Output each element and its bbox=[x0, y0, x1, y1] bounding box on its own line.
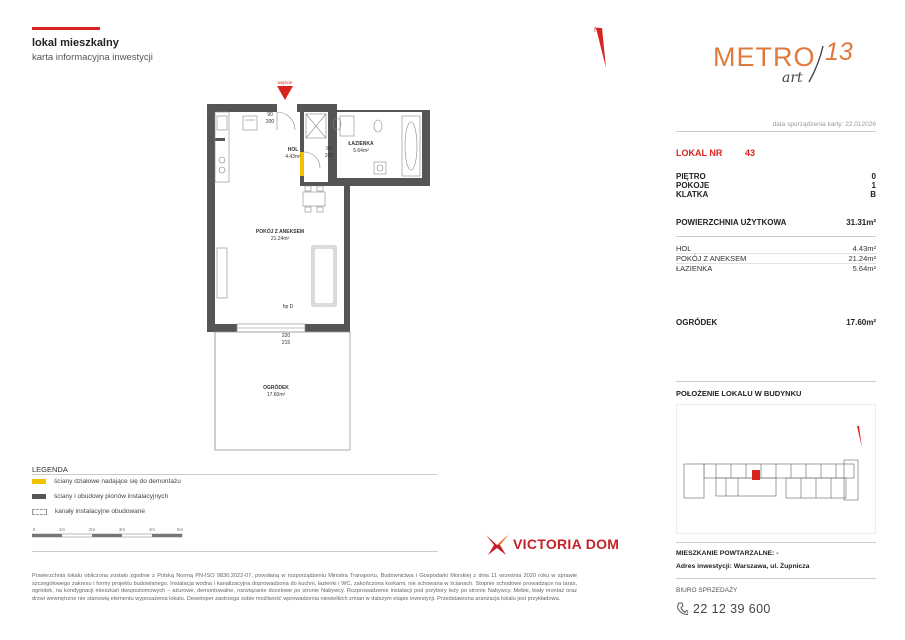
header-accent-bar bbox=[32, 27, 100, 30]
divider bbox=[676, 381, 876, 382]
lokal-number: 43 bbox=[745, 148, 756, 158]
brand-number: 13 bbox=[825, 38, 853, 66]
svg-text:1m: 1m bbox=[58, 527, 66, 532]
room-label-main: POKÓJ Z ANEKSEM 21.24m² bbox=[255, 229, 305, 242]
page-title: lokal mieszkalny bbox=[32, 37, 119, 49]
window-label: 220 215 bbox=[281, 333, 291, 346]
developer-name: VICTORIA DOM bbox=[513, 536, 620, 552]
detail-rooms: POKOJE 1 bbox=[676, 181, 876, 190]
room-bath: ŁAZIENKA 5.64m² bbox=[676, 264, 876, 273]
brand-metro: METRO bbox=[713, 42, 816, 72]
brand-art: art bbox=[782, 70, 803, 86]
door-label-bath: 80 200 bbox=[324, 146, 334, 159]
scale-bar bbox=[32, 524, 192, 542]
divider bbox=[676, 578, 876, 579]
repeat-label: MIESZKANIE POWTARZALNE: - bbox=[676, 550, 779, 557]
svg-text:3m: 3m bbox=[118, 527, 126, 532]
location-title: POŁOŻENIE LOKALU W BUDYNKU bbox=[676, 389, 802, 398]
north-label: N bbox=[594, 27, 600, 34]
disclaimer: Powierzchnia lokalu obliczona zostało zgodnie z Polską Normą PN-ISO 9836:2022-07, powołaną w rozporządzeniu Ministra Transportu, Budownictwa i Gospodarki Morskiej z dnia 11 września 2020 roku w sprawie szczegółowego zakresu i formy projektu budowlanego. Instalacja wodna i kanalizacyjna doprowadzona do kuchni, łazienki i WC, zakończona korkami, nie schowana w ścianach. Stopnie schodowe prowadzące na taras, ogródek, na kondygnacji mieszkań dwupoziomowych – ażurowe, demontowalne, rozwiązanie docelowe po stronie Nabywcy. Rozprowadzenie instalacji pod przybory leży po stronie Nabywcy. Meble, biały montaż oraz drzwi wewnętrzne nie stanowią elementu wyposażenia lokalu. Deweloper zastrzega sobie możliwość wprowadzenia niewielkich zmian w dalszym etapie inwestycji. Przedstawiona aranżacja lokalu jest przykładowa. bbox=[32, 573, 577, 602]
phone-icon bbox=[676, 602, 688, 616]
legend-title: LEGENDA bbox=[32, 465, 68, 474]
garden-area: OGRÓDEK 17.60m² bbox=[676, 318, 876, 327]
lokal-label: LOKAL NR bbox=[676, 148, 723, 158]
legend-item-demountable: ściany działowe nadające się do demontażu bbox=[32, 478, 181, 485]
svg-text:0: 0 bbox=[32, 527, 36, 532]
divider bbox=[676, 131, 876, 132]
svg-text:5m: 5m bbox=[176, 527, 184, 532]
entrance-arrow-icon bbox=[277, 86, 293, 100]
room-label-bath: ŁAZIENKA 5.64m² bbox=[348, 141, 374, 154]
divider bbox=[676, 236, 876, 237]
room-main: POKÓJ Z ANEKSEM 21.24m² bbox=[676, 254, 876, 263]
svg-text:2m: 2m bbox=[88, 527, 96, 532]
brand-flourish-icon bbox=[805, 44, 827, 84]
building-location-map bbox=[676, 404, 876, 534]
room-label-garden: OGRÓDEK 17.60m² bbox=[263, 385, 289, 398]
detail-floor: PIĘTRO 0 bbox=[676, 172, 876, 181]
room-label-hol: HOL 4.43m² bbox=[285, 147, 301, 160]
usable-area: POWIERZCHNIA UŻYTKOWA 31.31m² bbox=[676, 218, 876, 227]
victoria-dom-logo-icon bbox=[484, 531, 510, 557]
legend-item-channels: kanały instalacyjne obudowane bbox=[32, 508, 145, 515]
north-arrow-icon bbox=[588, 22, 614, 70]
date-card: data sporządzenia karty: 22.012026 bbox=[772, 121, 876, 128]
divider bbox=[32, 551, 438, 552]
room-hol: HOL 4.43m² bbox=[676, 244, 876, 253]
divider bbox=[676, 542, 876, 543]
sales-phone[interactable]: 22 12 39 600 bbox=[693, 602, 771, 616]
detail-stairwell: KLATKA B bbox=[676, 190, 876, 199]
svg-text:4m: 4m bbox=[148, 527, 156, 532]
door-label-entrance: 90 200 bbox=[265, 112, 275, 125]
investment-address: Adres inwestycji: Warszawa, ul. Żupnicza bbox=[676, 563, 810, 570]
entrance-label: wejście bbox=[277, 80, 293, 85]
sales-office-label: BIURO SPRZEDAŻY bbox=[676, 587, 738, 594]
unit-marker bbox=[752, 470, 760, 480]
door-label-garden: hp D bbox=[282, 304, 294, 310]
legend-item-installation-walls: ściany i obudowy pionów instalacyjnych bbox=[32, 493, 168, 500]
page-subtitle: karta informacyjna inwestycji bbox=[32, 52, 153, 63]
